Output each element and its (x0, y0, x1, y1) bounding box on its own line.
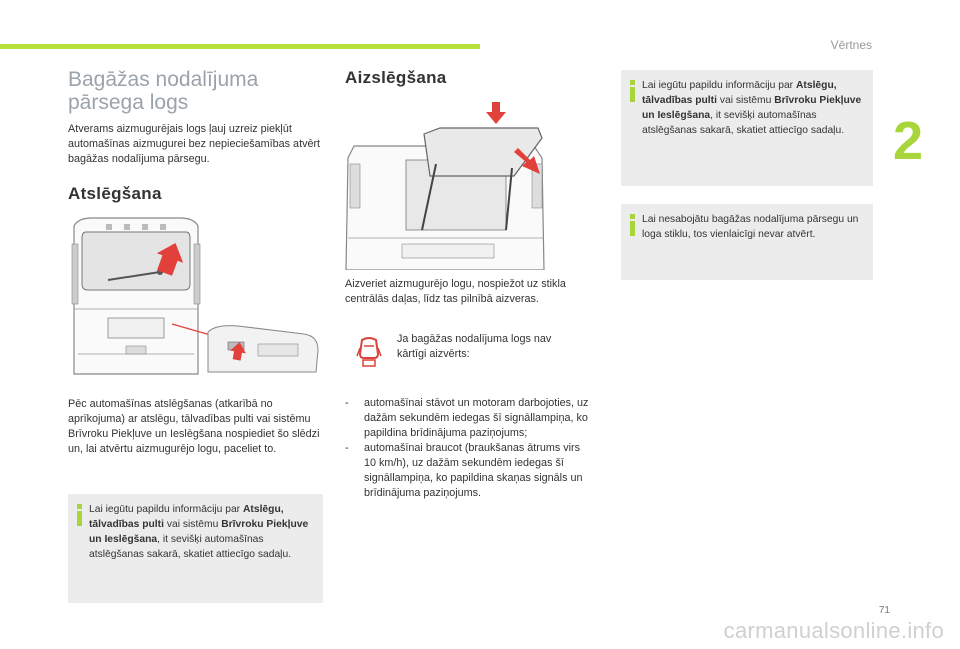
list-item (345, 396, 593, 441)
list-dash: - (345, 397, 349, 409)
info-text-left (89, 502, 315, 562)
lock-heading: Aizslēgšana (345, 68, 447, 87)
info-box-left (68, 494, 323, 603)
warning-bullet-list (345, 396, 593, 501)
page-title-line1: Bagāžas nodalījuma (68, 68, 259, 91)
watermark: carmanualsonline.info (723, 618, 944, 643)
info-box-right-2 (621, 204, 873, 280)
unlock-illustration (68, 214, 324, 382)
unlock-heading: Atslēgšana (68, 184, 162, 203)
info-text-part: , it sevišķi automašīnas atslēgšanas sakarā, skatiet attiecīgo sadaļu. (89, 534, 292, 560)
intro-paragraph: Atverams aizmugurējais logs ļauj uzreiz piekļūt automašīnas aizmugurei bez nepieciešamības atvērt bagāžas nodalījuma pārsegu. (68, 123, 321, 165)
page-number: 71 (878, 605, 890, 616)
tailgate-open-warning-icon (356, 336, 382, 368)
list-item-text: automašīnai braucot (braukšanas ātrums virs 10 km/h), uz dažām sekundēm iedegas šī signāllampiņa, ko papildina skaņas signāls un brīdinājuma paziņojums. (364, 442, 583, 499)
list-item (345, 441, 593, 501)
list-dash: - (345, 442, 349, 454)
info-icon (630, 214, 635, 236)
info-box-right-1 (621, 70, 873, 186)
page-title (68, 68, 258, 114)
info-text-bold: Brīvroku Piekļuve un Ieslēgšana (89, 519, 309, 545)
info-text-part: Lai iegūtu papildu informāciju par (89, 504, 243, 515)
list-item-text: automašīnai stāvot un motoram darbojoties, uz dažām sekundēm iedegas šī signāllampiņa, ko papildina brīdinājuma paziņojums; (364, 397, 589, 439)
close-paragraph: Aizveriet aizmugurējo logu, nospiežot uz stikla centrālās daļas, līdz tas pilnībā aizveras. (345, 278, 566, 305)
warning-paragraph: Ja bagāžas nodalījuma logs nav kārtīgi aizvērts: (397, 333, 552, 360)
info-text-right-1 (642, 78, 865, 138)
info-text-part: Lai iegūtu papildu informāciju par (642, 80, 796, 91)
page-title-line2: pārsega logs (68, 91, 189, 114)
info-text-bold: Atslēgu, tālvadības pulti (89, 504, 284, 530)
info-icon (77, 504, 82, 526)
info-text-part: vai sistēmu (163, 519, 222, 530)
info-text-part: , it sevišķi automašīnas atslēgšanas sakarā, skatiet attiecīgo sadaļu. (642, 110, 845, 136)
info-text-bold: Brīvroku Piekļuve un Ieslēgšana (642, 95, 862, 121)
lock-illustration (344, 98, 554, 270)
info-text-bold: Atslēgu, tālvadības pulti (642, 80, 837, 106)
unlock-paragraph: Pēc automašīnas atslēgšanas (atkarībā no aprīkojuma) ar atslēgu, tālvadības pulti vai sistēmu Brīvroku Piekļuve un Ieslēgšana nospiediet šo slēdzi un, lai atvērtu aizmugurējo logu, paceliet to. (68, 398, 320, 455)
header-accent-bar (0, 44, 480, 49)
info-text-part: vai sistēmu (716, 95, 775, 106)
info-icon (630, 80, 635, 102)
section-label: Vērtnes (830, 38, 872, 52)
info-text-right-2: Lai nesabojātu bagāžas nodalījuma pārsegu un loga stiklu, tos vienlaicīgi nevar atvērt. (642, 214, 859, 240)
chapter-number: 2 (893, 111, 924, 171)
